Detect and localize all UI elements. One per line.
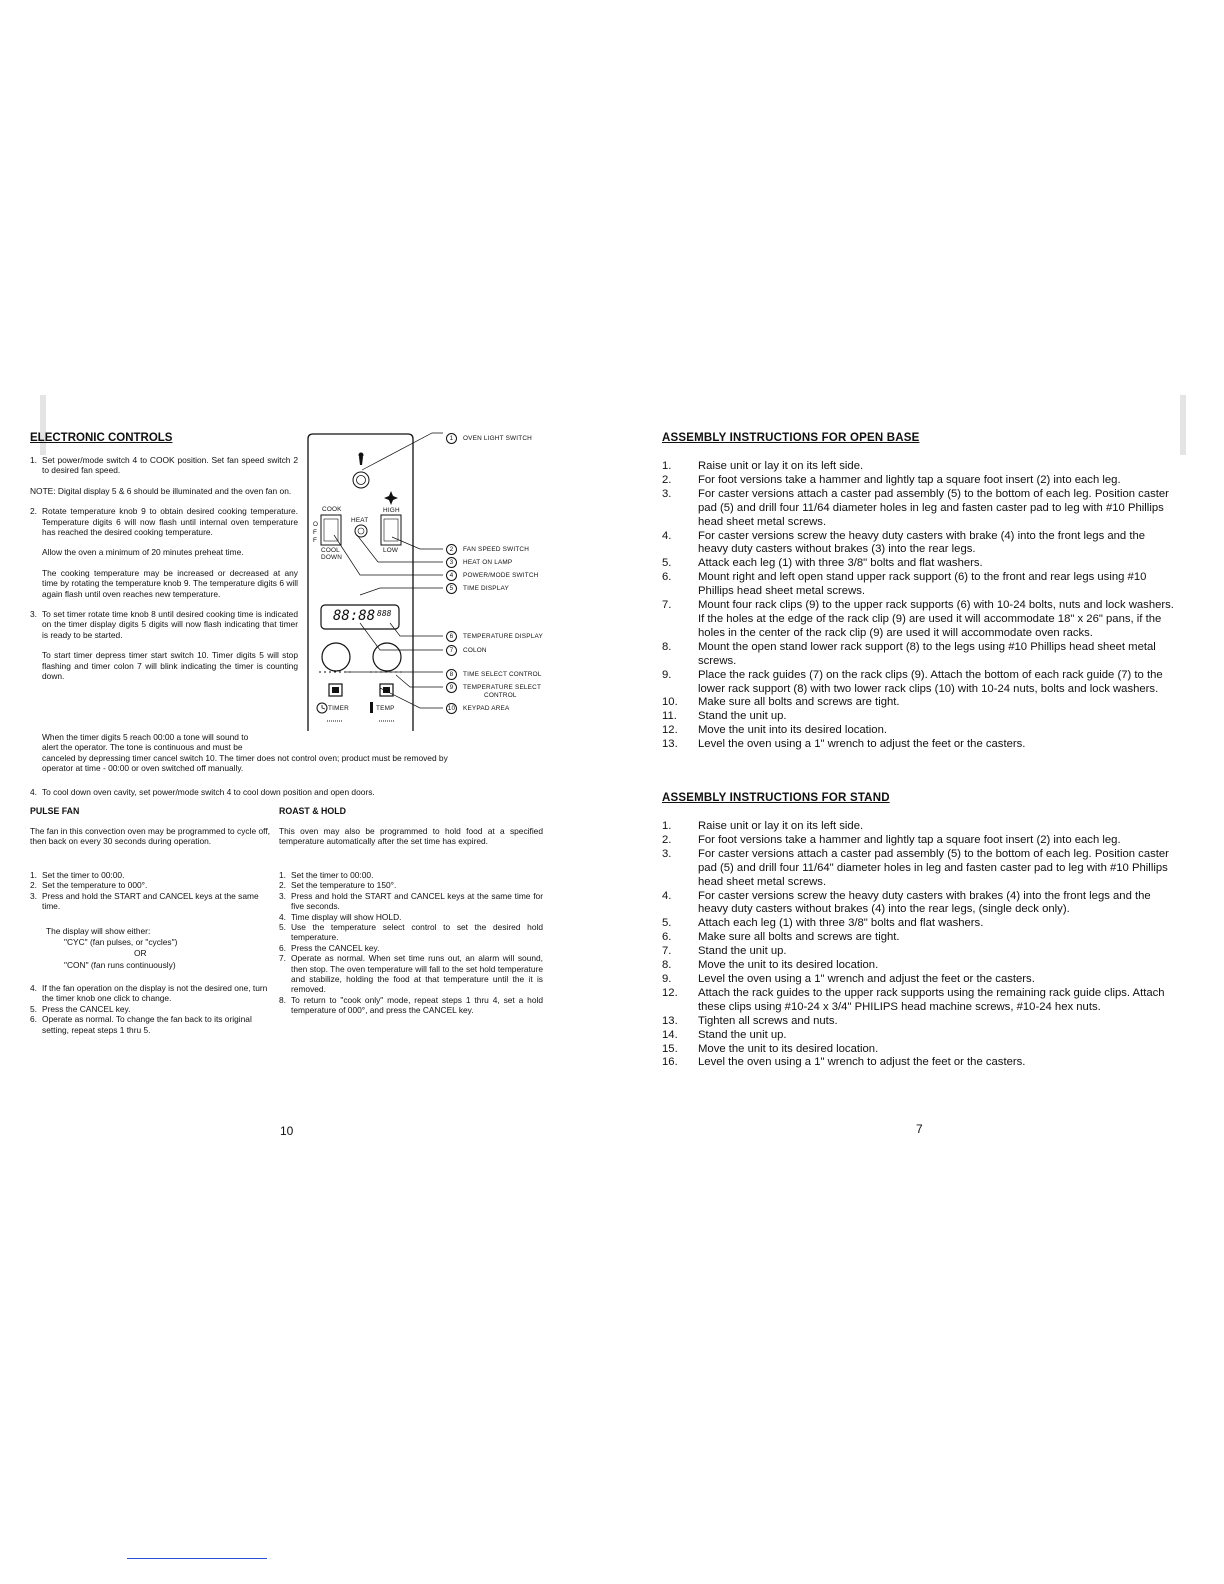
callout-number: 8: [446, 669, 457, 680]
item-text: Set the timer to 00:00.: [42, 870, 125, 880]
timer-start-text: To start timer depress timer start switch 10. Timer digits 5 will stop flashing and timer colon 7 will blink indicating the timer is counting down.: [42, 650, 298, 682]
step-text: Move the unit to its desired location.: [698, 1042, 879, 1055]
assembly-step: [662, 641, 1177, 669]
step-number: 13.: [662, 1014, 678, 1027]
item-text: Press and hold the START and CANCEL keys at the same time.: [42, 890, 259, 912]
assembly-step: [662, 959, 1182, 973]
assembly-step: [662, 931, 1182, 945]
step-number: 12.: [662, 724, 678, 737]
step-number: 15.: [662, 1042, 678, 1055]
list-item: [30, 891, 270, 912]
step-number: 9.: [662, 972, 672, 985]
pulse-fan-heading: PULSE FAN: [30, 806, 80, 816]
callout-2: [446, 544, 529, 555]
timer-end-line: operator at time - 00:00 or oven switched off manually.: [42, 763, 244, 774]
step-text: Stand the unit up.: [698, 1028, 787, 1041]
change-temp-text: The cooking temperature may be increased or decreased at any time by rotating the temperature knob 9. The temperature digits 6 will again flash until oven reaches new temperature.: [42, 567, 298, 599]
list-item: [30, 983, 270, 1004]
assembly-step: [662, 599, 1177, 641]
step-number: 3.: [662, 847, 672, 860]
callout-label: TIME SELECT CONTROL: [463, 671, 542, 679]
assembly-step: [662, 488, 1177, 530]
step-text: Stand the unit up.: [698, 710, 787, 723]
item-text: Press the CANCEL key.: [291, 942, 380, 953]
callout-leaders: [300, 425, 460, 725]
item-text: Set the temperature to 000°.: [42, 880, 148, 891]
leader-2: [392, 537, 443, 549]
step-number: 10.: [662, 696, 678, 709]
step-text: Place the rack guides (7) on the rack clips (9). Attach the bottom of each rack guide (7) to the lower rack support (8) with two lower rack clips (10) with 10-24 nuts, bolts and lock washers.: [698, 668, 1163, 695]
left-column-text: [30, 455, 298, 682]
step-number: 7.: [662, 599, 672, 612]
item-number: 1.: [279, 870, 286, 880]
leader-7: [360, 623, 443, 650]
leader-6: [390, 623, 443, 636]
electronic-controls-heading: ELECTRONIC CONTROLS: [30, 432, 173, 444]
callout-number: 4: [446, 570, 457, 581]
timer-end-line: When the timer digits 5 reach 00:00 a tone will sound to: [42, 732, 249, 742]
assembly-step: [662, 973, 1182, 987]
assembly-step: [662, 571, 1177, 599]
callout-label: KEYPAD AREA: [463, 705, 510, 713]
preheat-text: Allow the oven a minimum of 20 minutes preheat time.: [42, 547, 244, 558]
callout-label: TEMPERATURE SELECT: [463, 684, 542, 692]
item-text: Operate as normal. To change the fan back to its original setting, repeat steps 1 thru 5.: [42, 1014, 252, 1035]
step-text: For caster versions attach a caster pad assembly (5) to the bottom of each leg. Position caster pad (5) and drill four 11/64" diameter holes in leg and fasten caster pad to leg with #10 Phillips head sheet metal screws.: [698, 847, 1169, 888]
list-item: [279, 953, 543, 995]
step-text: For caster versions screw the heavy duty casters with brake (4) into the front legs and the heavy duty casters without brakes (3) into the rear legs.: [698, 529, 1146, 556]
step-text: Stand the unit up.: [698, 945, 787, 958]
or-line: OR: [134, 948, 147, 958]
timer-end-line: canceled by depressing timer cancel switch 10. The timer does not control oven; product must be removed by: [42, 752, 448, 763]
display-digits: 88:88: [333, 608, 376, 624]
leader-9: [396, 675, 443, 687]
step-text: Attack each leg (1) with three 3/8" bolts and flat washers.: [698, 557, 983, 570]
callout-label: POWER/MODE SWITCH: [463, 572, 539, 580]
timer-end-text: [42, 732, 562, 774]
callout-label: TIME DISPLAY: [463, 585, 509, 593]
item-number: 6.: [30, 1014, 37, 1025]
list-item: [279, 891, 543, 912]
step-number: 6.: [662, 571, 672, 584]
step-text: For foot versions take a hammer and lightly tap a square foot insert (2) into each leg.: [698, 833, 1121, 846]
scan-artifact: [40, 395, 46, 455]
leader-4: [334, 535, 443, 575]
cool-down-label: COOL DOWN: [321, 547, 343, 561]
list-item: [279, 912, 543, 922]
low-label: LOW: [383, 547, 399, 554]
callout-7: [446, 645, 487, 656]
item-text: Set the temperature to 150°.: [291, 880, 397, 891]
pulse-fan-steps-continued: [30, 983, 270, 1035]
timer-end-line: alert the operator. The tone is continuous and must be: [42, 742, 243, 753]
item-number: 4.: [30, 983, 37, 993]
list-item: [279, 870, 543, 880]
assembly-step: [662, 945, 1182, 959]
temp-label: TEMP: [376, 705, 395, 712]
assembly-step: [662, 1056, 1182, 1070]
item-number: 3.: [279, 890, 286, 901]
step-number: 8.: [662, 959, 672, 972]
stand-steps: [662, 820, 1182, 1070]
callout-number: 7: [446, 645, 457, 656]
assembly-step: [662, 696, 1177, 710]
step-number: 1.: [662, 820, 672, 832]
callout-label: HEAT ON LAMP: [463, 559, 513, 567]
timer-label: TIMER: [328, 705, 349, 712]
leader-10: [380, 688, 443, 708]
step-text: For caster versions attach a caster pad assembly (5) to the bottom of each leg. Position caster pad (5) and drill four 11/64 diameter holes in leg and fasten caster pad to leg with #10 Phillips head sheet metal screws.: [698, 487, 1169, 528]
list-item: [30, 870, 270, 880]
callout-number: 3: [446, 557, 457, 568]
item-number: 4.: [279, 911, 286, 922]
callout-9-line2: CONTROL: [484, 692, 517, 699]
step-number: 4.: [662, 889, 672, 902]
assembly-step: [662, 917, 1182, 931]
item-number: 3.: [30, 890, 37, 901]
step-text: Level the oven using a 1" wrench to adjust the feet or the casters.: [698, 738, 1026, 751]
off-letter: F: [313, 537, 318, 544]
list-item: [30, 1004, 270, 1014]
callout-label: FAN SPEED SWITCH: [463, 546, 530, 554]
step-number: 13.: [662, 738, 678, 751]
cook-label: COOK: [322, 506, 342, 513]
step-text: Raise unit or lay it on its left side.: [698, 460, 864, 472]
step-1: 1. Set power/mode switch 4 to COOK position. Set fan speed switch 2 to desired fan speed.: [30, 455, 298, 476]
list-item: [279, 922, 543, 943]
assembly-step: [662, 474, 1177, 488]
item-text: Press the CANCEL key.: [42, 1003, 131, 1014]
callout-number: 1: [446, 433, 457, 444]
step-text: Mount the open stand lower rack support (8) to the legs using #10 Phillips head sheet metal screws.: [698, 640, 1156, 667]
step-number: 5.: [662, 917, 672, 930]
callout-label: COLON: [463, 647, 487, 655]
step-text: Attach the rack guides to the upper rack supports using the remaining rack guide clips. Attach these clips using #10-24 x 3/4" PHILIPS head machine screws, #10-24 hex nuts.: [698, 986, 1165, 1013]
step-text: Move the unit into its desired location.: [698, 724, 888, 737]
assembly-step: [662, 1015, 1182, 1029]
assembly-step: [662, 1043, 1182, 1057]
callout-number: 5: [446, 583, 457, 594]
callout-number: 10: [447, 705, 456, 712]
step-number: 14.: [662, 1028, 678, 1041]
item-number: 2.: [279, 880, 286, 891]
callout-label: TEMPERATURE DISPLAY: [463, 633, 543, 641]
pulse-fan-intro: The fan in this convection oven may be programmed to cycle off, then back on every 30 seconds during operation.: [30, 826, 270, 847]
item-text: To return to "cook only" mode, repeat steps 1 thru 4, set a hold temperature of 000°, and press the CANCEL key.: [291, 994, 543, 1016]
stand-heading: ASSEMBLY INSTRUCTIONS FOR STAND: [662, 792, 890, 804]
step-number: 11.: [662, 710, 677, 723]
step-text: Make sure all bolts and screws are tight.: [698, 696, 900, 709]
assembly-step: [662, 848, 1182, 890]
step-number: 3.: [662, 487, 672, 500]
item-text: Press and hold the START and CANCEL keys at the same time for five seconds.: [291, 890, 543, 912]
step-number: 8.: [662, 640, 672, 653]
display-line: The display will show either:: [46, 926, 151, 936]
step-text: Move the unit to its desired location.: [698, 959, 879, 972]
item-number: 8.: [279, 994, 286, 1005]
assembly-step: [662, 738, 1177, 752]
callout-number: 6: [446, 631, 457, 642]
list-item: [279, 943, 543, 953]
callout-8: [446, 669, 542, 680]
step-number: 16.: [662, 1056, 678, 1069]
assembly-step: [662, 460, 1177, 474]
off-letter: O: [313, 521, 319, 528]
heat-label: HEAT: [351, 517, 369, 524]
step-text: For caster versions screw the heavy duty casters with brakes (4) into the front legs and the heavy duty casters without brakes (4) into the rear legs, (single deck only).: [698, 889, 1151, 916]
assembly-step: [662, 820, 1182, 834]
item-number: 2.: [30, 880, 37, 891]
step-number: 2.: [662, 833, 672, 846]
assembly-step: [662, 890, 1182, 918]
assembly-step: [662, 710, 1177, 724]
step-text: Attach each leg (1) with three 3/8" bolts and flat washers.: [698, 917, 984, 930]
leader-1: [362, 433, 443, 470]
page-number-left: 10: [280, 1124, 294, 1138]
item-number: 1.: [30, 870, 37, 880]
callout-1: [446, 433, 532, 444]
step-text: Mount four rack clips (9) to the upper rack supports (6) with 10-24 bolts, nuts and lock washers. If the holes at the edge of the rack clip (9) are used it will accommodate 18" x 26" pans, if the holes in the center of the rack clip (9) are used it will accommodate oven racks.: [698, 599, 1174, 639]
list-item: [279, 995, 543, 1016]
roast-hold-intro: This oven may also be programmed to hold food at a specified temperature automatically after the set time has expired.: [279, 826, 543, 847]
step-number: 9.: [662, 668, 672, 681]
step-number: 1.: [662, 460, 672, 472]
assembly-step: [662, 724, 1177, 738]
list-item: [30, 1014, 270, 1035]
list-item: [30, 880, 270, 890]
display-small-digits: 888: [377, 609, 392, 618]
page-number-right: 7: [916, 1122, 923, 1136]
roast-hold-steps: [279, 870, 543, 1016]
step-number: 6.: [662, 931, 672, 944]
item-text: If the fan operation on the display is not the desired one, turn the timer knob one click to change.: [42, 983, 268, 1004]
callout-6: [446, 631, 543, 642]
assembly-step: [662, 557, 1177, 571]
step-text: Level the oven using a 1" wrench and adjust the feet or the casters.: [698, 972, 1035, 985]
callout-number: 2: [446, 544, 457, 555]
leader-5: [360, 588, 443, 595]
assembly-step: [662, 1029, 1182, 1043]
assembly-step: [662, 669, 1177, 697]
list-item: [279, 880, 543, 890]
step-number: 4.: [662, 529, 672, 542]
item-text: Set the timer to 00:00.: [291, 870, 374, 880]
high-label: HIGH: [383, 507, 400, 514]
step-text: Mount right and left open stand upper rack support (6) to the front and rear legs using #10 Phillips head sheet metal screws.: [698, 571, 1147, 598]
step-text: Raise unit or lay it on its left side.: [698, 820, 864, 832]
item-text: Operate as normal. When set time runs out, an alarm will sound, then stop. The oven temperature will fall to the set hold temperature and stabilize, holding the food at that temperature until the it is removed.: [291, 953, 543, 995]
scan-artifact: [1180, 395, 1186, 455]
note: NOTE: Digital display 5 & 6 should be illuminated and the oven fan on.: [30, 485, 292, 496]
step-number: 12.: [662, 986, 678, 999]
open-base-steps: [662, 460, 1177, 752]
cyc-line: "CYC" (fan pulses, or "cycles"): [64, 937, 178, 947]
step-text: Tighten all screws and nuts.: [698, 1014, 838, 1027]
callout-number: 9: [446, 682, 457, 693]
item-number: 5.: [279, 922, 286, 933]
callout-label: OVEN LIGHT SWITCH: [463, 435, 532, 443]
assembly-step: [662, 987, 1182, 1015]
con-line: "CON" (fan runs continuously): [64, 960, 176, 970]
item-text: Use the temperature select control to set the desired hold temperature.: [291, 922, 543, 943]
callout-4: [446, 570, 538, 581]
pulse-fan-steps: [30, 870, 270, 912]
step-2: 2. Rotate temperature knob 9 to obtain desired cooking temperature. Temperature digits 6 will now flash until internal oven temperature has reached the desired cooking temperature.: [30, 506, 298, 538]
leader-3: [357, 535, 443, 562]
step-3: 3. To set timer rotate time knob 8 until desired cooking time is indicated on the timer display digits 5 digits will now flash indicating that timer is ready to be started.: [30, 609, 298, 640]
callout-3: [446, 557, 512, 568]
assembly-step: [662, 530, 1177, 558]
open-base-heading: ASSEMBLY INSTRUCTIONS FOR OPEN BASE: [662, 432, 920, 444]
step-number: 7.: [662, 945, 672, 958]
callout-5: [446, 583, 509, 594]
step-number: 2.: [662, 473, 672, 486]
step-text: Level the oven using a 1" wrench to adjust the feet or the casters.: [698, 1056, 1026, 1069]
item-text: Time display will show HOLD.: [291, 911, 402, 922]
step-4: 4. To cool down oven cavity, set power/mode switch 4 to cool down position and open doors.: [30, 787, 375, 797]
item-number: 7.: [279, 953, 286, 964]
callout-10: [446, 703, 509, 714]
step-text: Make sure all bolts and screws are tight.: [698, 931, 900, 944]
roast-hold-heading: ROAST & HOLD: [279, 806, 346, 816]
footer-rule: [127, 1558, 267, 1559]
off-letter: F: [313, 529, 318, 536]
item-number: 6.: [279, 942, 286, 953]
assembly-step: [662, 834, 1182, 848]
step-number: 5.: [662, 557, 672, 570]
item-number: 5.: [30, 1003, 37, 1014]
step-text: For foot versions take a hammer and lightly tap a square foot insert (2) into each leg.: [698, 473, 1121, 486]
